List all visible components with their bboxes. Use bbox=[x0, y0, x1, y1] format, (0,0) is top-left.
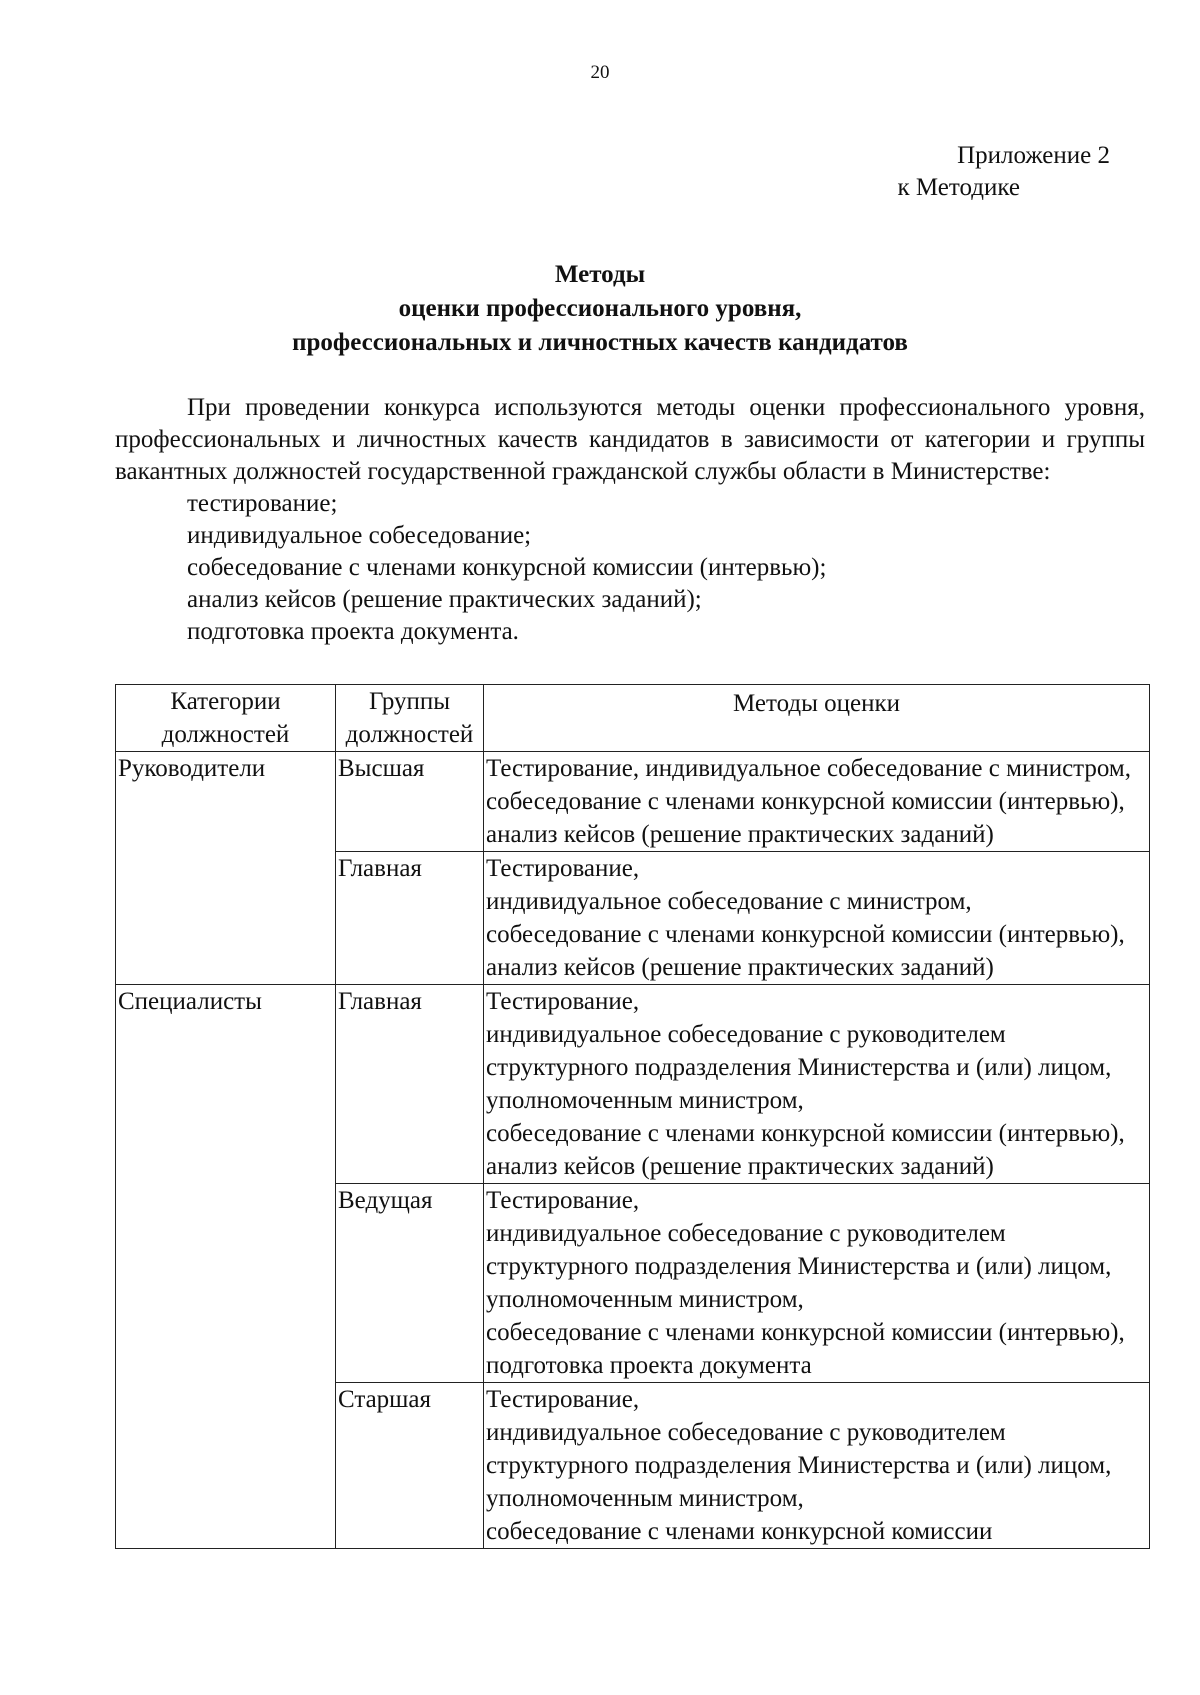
method-line: анализ кейсов (решение практических заданий) bbox=[486, 1153, 994, 1180]
title-line-1: Методы bbox=[554, 261, 646, 288]
method-line: индивидуальное собеседование с руководителем структурного подразделения Министерства и (или) лицом, уполномоченным министром, bbox=[486, 1021, 1112, 1114]
table-header-row bbox=[116, 685, 1150, 752]
table-row bbox=[116, 752, 1150, 852]
cell-category-specialists: Специалисты bbox=[116, 985, 336, 1549]
cell-group: Старшая bbox=[336, 1383, 484, 1549]
table-row bbox=[116, 985, 1150, 1184]
cell-group: Главная bbox=[336, 985, 484, 1184]
list-item: анализ кейсов (решение практических заданий); bbox=[187, 586, 702, 613]
header-category: Категории должностей bbox=[116, 685, 336, 752]
document-title bbox=[0, 258, 1200, 360]
method-line: собеседование с членами конкурсной комиссии bbox=[486, 1518, 993, 1545]
appendix-note bbox=[700, 140, 1110, 204]
intro-paragraph: При проведении конкурса используются методы оценки профессионального уровня, профессиональных и личностных качеств кандидатов в зависимости от категории и группы вакантных должностей государственной гражданской службы области в Министерстве: bbox=[115, 394, 1145, 485]
cell-methods: Тестирование, индивидуальное собеседование с министром, собеседование с членами конкурсной комиссии (интервью), анализ кейсов (решение практических заданий) bbox=[484, 752, 1150, 852]
method-line: Тестирование, bbox=[486, 1386, 640, 1413]
list-item: тестирование; bbox=[187, 490, 338, 517]
intro-section bbox=[115, 392, 1145, 648]
method-line: собеседование с членами конкурсной комиссии (интервью), bbox=[486, 921, 1125, 948]
cell-category-managers: Руководители bbox=[116, 752, 336, 985]
method-line: Тестирование, bbox=[486, 988, 640, 1015]
header-methods: Методы оценки bbox=[484, 685, 1150, 752]
cell-group: Высшая bbox=[336, 752, 484, 852]
appendix-line-2: к Методике bbox=[897, 174, 1020, 201]
cell-methods bbox=[484, 985, 1150, 1184]
methods-list bbox=[115, 488, 1145, 648]
list-item: подготовка проекта документа. bbox=[187, 618, 519, 645]
list-item: собеседование с членами конкурсной комиссии (интервью); bbox=[187, 554, 827, 581]
cell-group: Ведущая bbox=[336, 1184, 484, 1383]
cell-group: Главная bbox=[336, 852, 484, 985]
page-number: 20 bbox=[590, 62, 610, 83]
cell-methods bbox=[484, 1184, 1150, 1383]
method-line: индивидуальное собеседование с министром, bbox=[486, 888, 972, 915]
method-line: Тестирование, bbox=[486, 1187, 640, 1214]
method-line: индивидуальное собеседование с руководителем структурного подразделения Министерства и (или) лицом, уполномоченным министром, bbox=[486, 1220, 1112, 1313]
method-line: Тестирование, bbox=[486, 855, 640, 882]
list-item: индивидуальное собеседование; bbox=[187, 522, 532, 549]
appendix-line-1: Приложение 2 bbox=[957, 142, 1110, 169]
cell-methods bbox=[484, 852, 1150, 985]
header-group: Группы должностей bbox=[336, 685, 484, 752]
title-line-3: профессиональных и личностных качеств кандидатов bbox=[292, 329, 908, 356]
method-line: анализ кейсов (решение практических заданий) bbox=[486, 954, 994, 981]
method-line: собеседование с членами конкурсной комиссии (интервью), bbox=[486, 1120, 1125, 1147]
title-line-2: оценки профессионального уровня, bbox=[398, 295, 802, 322]
method-line: индивидуальное собеседование с руководителем структурного подразделения Министерства и (или) лицом, уполномоченным министром, bbox=[486, 1419, 1112, 1512]
method-line: собеседование с членами конкурсной комиссии (интервью), подготовка проекта документа bbox=[486, 1319, 1125, 1379]
methods-table bbox=[115, 684, 1150, 1549]
cell-methods bbox=[484, 1383, 1150, 1549]
